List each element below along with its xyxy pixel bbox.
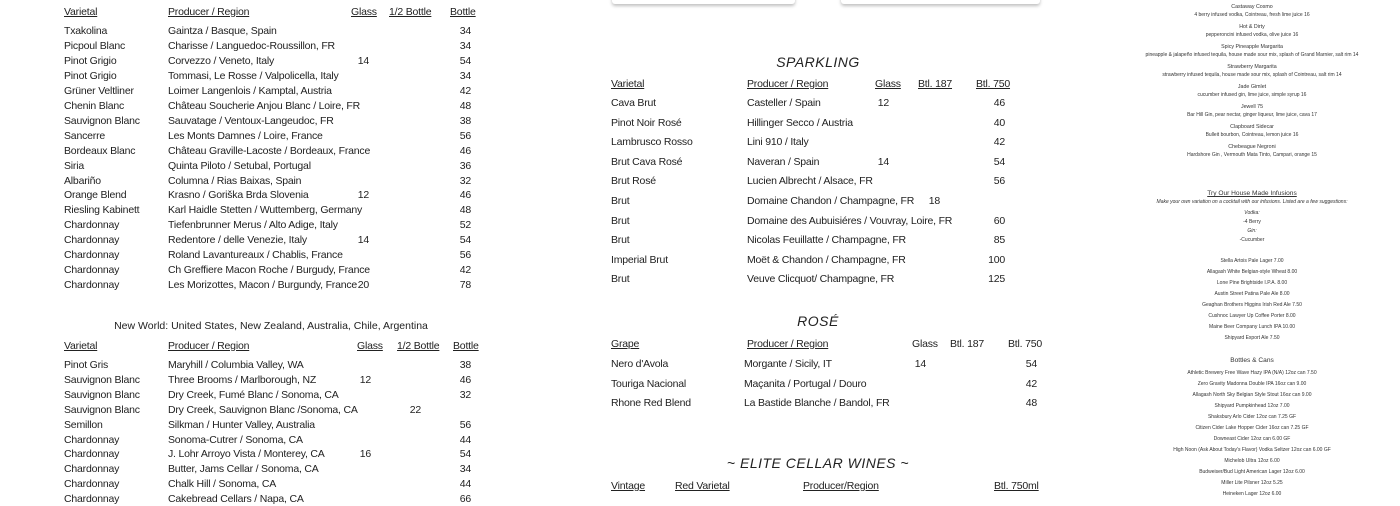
table-cell: Tommasi, Le Rosse / Valpolicella, Italy (168, 69, 339, 82)
column-header: Producer / Region (168, 340, 250, 352)
table-cell: Cakebread Cellars / Napa, CA (168, 493, 304, 506)
infusion-item: Gin: (1247, 228, 1257, 234)
table-cell: Chardonnay (64, 433, 120, 446)
table-cell: 34 (459, 463, 471, 476)
column-header: Btl. 187 (950, 338, 985, 350)
table-cell: Château Soucherie Anjou Blanc / Loire, FR (168, 99, 361, 112)
table-cell: Morgante / Sicily, IT (744, 358, 832, 370)
table-cell: Sauvatage / Ventoux-Langeudoc, FR (168, 114, 334, 127)
table-cell: 48 (459, 204, 471, 217)
bottle-beer-item: Downeast Cider 12oz can 6.00 GF (1213, 436, 1291, 442)
table-cell: 125 (988, 273, 1005, 286)
column-header: Bottle (453, 340, 479, 352)
table-cell: 38 (459, 114, 471, 127)
table-cell: Dry Creek, Fumé Blanc / Sonoma, CA (168, 388, 339, 401)
table-cell: Sauvignon Blanc (64, 114, 140, 127)
table-cell: Maryhill / Columbia Valley, WA (168, 359, 304, 371)
table-cell: Sauvignon Blanc (64, 388, 140, 401)
draft-beer-item: Shipyard Export Ale 7.50 (1224, 335, 1280, 341)
table-cell: Lucien Albrecht / Alsace, FR (747, 175, 873, 188)
column-header: Varietal (64, 6, 98, 18)
table-cell: Nicolas Feuillatte / Champagne, FR (747, 234, 906, 247)
draft-beer-item: Lone Pine Brightside I.P.A. 8.00 (1216, 280, 1288, 286)
table-cell: Butter, Jams Cellar / Sonoma, CA (168, 463, 319, 476)
infusions-subtitle: Make your own variation on a cocktail with our infusions. Listed are a few suggestions: (1156, 199, 1348, 205)
table-cell: Redentore / delle Venezie, Italy (168, 234, 307, 247)
section-title: ~ ELITE CELLAR WINES ~ (726, 455, 910, 471)
table-cell: Siria (64, 159, 85, 172)
column-header: Producer / Region (747, 338, 829, 350)
column-header: 1/2 Bottle (397, 340, 440, 352)
cocktail-description: Hardshore Gin , Vermouth Mata Tinto, Campari, orange 15 (1187, 152, 1317, 158)
table-cell: 48 (459, 99, 471, 112)
table-cell: 48 (1025, 397, 1037, 409)
table-cell: 12 (877, 97, 889, 109)
column-header: Producer / Region (747, 78, 829, 90)
column-header: Grape (611, 338, 640, 350)
table-cell: Casteller / Spain (747, 97, 821, 109)
table-cell: 44 (459, 433, 471, 446)
table-cell: 56 (459, 418, 471, 431)
cocktail-description: pepperoncini infused vodka, olive juice 16 (1205, 32, 1299, 38)
table-cell: Brut Cava Rosé (611, 155, 683, 168)
table-cell: 46 (459, 189, 471, 202)
cocktail-name: Jewell 75 (1240, 104, 1264, 110)
table-cell: 85 (993, 234, 1005, 247)
table-cell: 22 (409, 403, 421, 416)
column-header: Glass (357, 340, 383, 352)
section-heading: New World: United States, New Zealand, Australia, Chile, Argentina (114, 320, 428, 332)
table-cell: Sancerre (64, 129, 106, 142)
infusion-item: -Cucumber (1239, 237, 1265, 243)
table-cell: 46 (459, 373, 471, 386)
table-cell: 42 (459, 84, 471, 97)
table-cell: 36 (459, 159, 471, 172)
infusions-title: Try Our House Made Infusions (1207, 190, 1297, 197)
table-cell: Brut (611, 195, 630, 207)
cocktail-name: Spicy Pineapple Margarita (1221, 44, 1283, 50)
table-cell: Les Monts Damnes / Loire, France (168, 129, 323, 142)
table-cell: Sauvignon Blanc (64, 403, 140, 416)
bottle-beer-item: Zero Gravity Madonna Double IPA 16oz can 9.00 (1197, 381, 1307, 387)
draft-beer-item: Maine Beer Company Lunch IPA 10.00 (1208, 324, 1296, 330)
infusion-item: -4 Berry (1243, 219, 1261, 225)
table-cell: 16 (359, 448, 371, 461)
table-cell: 14 (357, 54, 369, 67)
cocktail-name: Hot & Dirty (1239, 24, 1265, 30)
table-cell: La Bastide Blanche / Bandol, FR (744, 397, 890, 409)
cocktail-description: strawberry infused tequila, house made sour mix, splash of Cointreau, salt rim 14 (1162, 72, 1342, 78)
bottle-beer-item: Shipyard Pumpkinhead 12oz 7.00 (1214, 403, 1290, 409)
table-cell: 46 (993, 97, 1005, 109)
table-cell: 54 (1025, 358, 1037, 370)
table-cell: 18 (928, 195, 940, 207)
table-cell: Chardonnay (64, 219, 120, 232)
column-header: Vintage (611, 480, 646, 492)
cocktail-name: Clapboard Sidecar (1230, 124, 1274, 130)
column-header: Producer / Region (168, 6, 250, 18)
table-cell: 52 (459, 219, 471, 232)
table-cell: Brut (611, 273, 630, 286)
table-cell: 56 (459, 249, 471, 262)
table-cell: Three Brooms / Marlborough, NZ (168, 373, 317, 386)
table-cell: 14 (877, 155, 889, 168)
column-header: Red Varietal (675, 480, 730, 492)
column-header: Varietal (611, 78, 645, 90)
table-cell: 56 (993, 175, 1005, 188)
table-cell: Tiefenbrunner Merus / Alto Adige, Italy (168, 219, 338, 232)
table-cell: Bordeaux Blanc (64, 144, 136, 157)
bottle-beer-item: Michelob Ultra 12oz 6.00 (1224, 458, 1280, 464)
table-cell: 38 (459, 359, 471, 371)
table-cell: 14 (914, 358, 926, 370)
table-cell: Chenin Blanc (64, 99, 125, 112)
table-cell: Gaintza / Basque, Spain (168, 25, 277, 37)
table-cell: Cava Brut (611, 97, 656, 109)
table-cell: Chalk Hill / Sonoma, CA (168, 478, 277, 491)
column-header: Btl. 187 (918, 78, 953, 90)
bottle-beer-item: Shaksbury Arlo Cider 12oz can 7.25 GF (1207, 414, 1297, 420)
table-cell: Silkman / Hunter Valley, Australia (168, 418, 315, 431)
table-cell: 54 (459, 54, 471, 67)
column-header: Bottle (450, 6, 476, 18)
table-cell: Ch Greffiere Macon Roche / Burgudy, France (168, 264, 370, 277)
table-cell: Chardonnay (64, 249, 120, 262)
table-cell: 78 (459, 279, 471, 292)
image-card-left (612, 0, 795, 4)
bottle-beer-item: Budweiser/Bud Light American Lager 12oz 6.00 (1199, 469, 1305, 475)
bottle-beer-item: Athletic Brewery Free Wave Hazy IPA (N/A) 12oz can 7.50 (1187, 370, 1317, 376)
bottle-beer-item: Miller Lite Pilsner 12oz 5.25 (1221, 480, 1283, 486)
cocktail-description: Bulleit bourbon, Cointreau, lemon juice 16 (1205, 132, 1299, 138)
section-title: SPARKLING (776, 54, 860, 70)
table-cell: 12 (357, 189, 369, 202)
table-cell: Château Graville-Lacoste / Bordeaux, France (168, 144, 371, 157)
table-cell: 34 (459, 39, 471, 52)
table-cell: Chardonnay (64, 478, 120, 491)
table-cell: Grüner Veltliner (64, 84, 134, 97)
table-cell: Sauvignon Blanc (64, 373, 140, 386)
table-cell: 14 (357, 234, 369, 247)
column-header: Btl. 750 (976, 78, 1011, 90)
table-cell: Brut (611, 234, 630, 247)
image-card-right (841, 0, 1040, 4)
table-cell: Albariño (64, 174, 101, 187)
table-cell: 56 (459, 129, 471, 142)
table-cell: 46 (459, 144, 471, 157)
cocktail-description: cucumber infused gin, lime juice, simple syrup 16 (1197, 92, 1307, 98)
infusion-item: Vodka: (1244, 210, 1260, 216)
table-cell: Domaine Chandon / Champagne, FR (747, 195, 915, 207)
table-cell: Chardonnay (64, 463, 120, 476)
table-cell: 42 (459, 264, 471, 277)
table-cell: Lambrusco Rosso (611, 136, 693, 149)
table-cell: Hillinger Secco / Austria (747, 116, 853, 129)
table-cell: Nero d'Avola (611, 358, 669, 370)
table-cell: Maçanita / Portugal / Douro (744, 377, 867, 390)
table-cell: Pinot Gris (64, 359, 109, 371)
column-header: Varietal (64, 340, 98, 352)
table-cell: Les Morizottes, Macon / Burgundy, France (168, 279, 358, 292)
table-cell: Loimer Langenlois / Kamptal, Austria (168, 84, 332, 97)
table-cell: Quinta Piloto / Setubal, Portugal (168, 159, 311, 172)
bottle-beer-item: High Noon (Ask About Today's Flavor) Vodka Seltzer 12oz can 6.00 GF (1173, 447, 1331, 453)
table-cell: 54 (459, 448, 471, 461)
table-cell: 60 (993, 214, 1005, 227)
cocktail-description: pineapple & jalapeño infused tequila, house made sour mix, splash of Grand Marnier, salt rim 14 (1145, 52, 1359, 58)
table-cell: Orange Blend (64, 189, 127, 202)
draft-beer-item: Austin Street Patina Pale Ale 8.00 (1214, 291, 1290, 297)
column-header: Glass (875, 78, 901, 90)
table-cell: Chardonnay (64, 448, 120, 461)
table-cell: 32 (459, 388, 471, 401)
table-cell: Moët & Chandon / Champagne, FR (747, 253, 906, 266)
table-cell: 32 (459, 174, 471, 187)
column-header: 1/2 Bottle (389, 6, 432, 18)
cocktail-name: Jade Gimlet (1237, 84, 1267, 90)
table-cell: Rhone Red Blend (611, 397, 691, 409)
table-cell: Karl Haidle Stetten / Wuttemberg, Germany (168, 204, 363, 217)
table-cell: Brut (611, 214, 630, 227)
table-cell: 44 (459, 478, 471, 491)
table-cell: Pinot Grigio (64, 69, 117, 82)
table-cell: Columna / Rias Baixas, Spain (168, 174, 302, 187)
table-cell: Charisse / Languedoc-Roussillon, FR (168, 39, 335, 52)
table-cell: Pinot Grigio (64, 54, 117, 67)
draft-beer-item: Geaghan Brothers Higgins Irish Red Ale 7.50 (1202, 302, 1302, 308)
column-header: Btl. 750 (1008, 338, 1043, 350)
table-cell: Chardonnay (64, 279, 120, 292)
table-cell: Pinot Noir Rosé (611, 116, 682, 129)
table-cell: Dry Creek, Sauvignon Blanc /Sonoma, CA (168, 403, 358, 416)
bottle-beer-item: Heineken Lager 12oz 6.00 (1222, 491, 1282, 497)
table-cell: Riesling Kabinett (64, 204, 140, 217)
table-cell: Veuve Clicquot/ Champagne, FR (747, 273, 895, 286)
table-cell: Naveran / Spain (747, 155, 820, 168)
cocktail-description: Bar Hill Gin, pear nectar, ginger liqueur, lime juice, cava 17 (1187, 112, 1317, 118)
column-header: Btl. 750ml (994, 480, 1039, 492)
table-cell: Semillon (64, 418, 103, 431)
column-header: Glass (351, 6, 377, 18)
bottle-beer-item: Allagash North Sky Belgian Style Stout 16oz can 9.00 (1192, 392, 1312, 398)
table-cell: Touriga Nacional (611, 377, 687, 390)
table-cell: 100 (988, 253, 1005, 266)
table-cell: Chardonnay (64, 264, 120, 277)
cocktail-description: 4 berry infused vodka, Cointreau, fresh lime juice 16 (1194, 12, 1310, 18)
column-header: Producer/Region (803, 480, 879, 492)
cocktail-name: Strawberry Margarita (1227, 64, 1277, 70)
draft-beer-item: Cushnoc Lawyer Up Coffee Porter 8.00 (1208, 313, 1296, 319)
column-header: Glass (912, 338, 938, 350)
bottles-title: Bottles & Cans (1230, 357, 1274, 364)
draft-beer-item: Allagash White Belgian-style Wheat 8.00 (1206, 269, 1298, 275)
table-cell: Domaine des Aubuisiéres / Vouvray, Loire, FR (747, 214, 953, 227)
table-cell: 54 (459, 234, 471, 247)
bottle-beer-item: Citizen Cider Lake Hopper Cider 16oz can 7.25 GF (1195, 425, 1309, 431)
table-cell: 40 (993, 116, 1005, 129)
table-cell: Picpoul Blanc (64, 39, 126, 52)
table-cell: Brut Rosé (611, 175, 656, 188)
table-cell: 34 (459, 69, 471, 82)
table-cell: Krasno / Goriška Brda Slovenia (168, 189, 309, 202)
cocktail-name: Castaway Cosmo (1231, 4, 1273, 10)
table-cell: 12 (359, 373, 371, 386)
table-cell: J. Lohr Arroyo Vista / Monterey, CA (168, 448, 325, 461)
table-cell: 42 (1025, 377, 1037, 390)
table-cell: 42 (993, 136, 1005, 149)
table-cell: Corvezzo / Veneto, Italy (168, 54, 275, 67)
table-cell: Chardonnay (64, 234, 120, 247)
table-cell: 54 (993, 155, 1005, 168)
section-title: ROSÉ (797, 313, 839, 329)
table-cell: Chardonnay (64, 493, 120, 506)
table-cell: Lini 910 / Italy (747, 136, 809, 149)
cocktail-name: Chebeague Negroni (1228, 144, 1276, 150)
table-cell: Imperial Brut (611, 253, 668, 266)
table-cell: Roland Lavantureaux / Chablis, France (168, 249, 343, 262)
table-cell: 66 (459, 493, 471, 506)
draft-beer-item: Stella Artois Pale Lager 7.00 (1220, 258, 1284, 264)
table-cell: 34 (459, 25, 471, 37)
table-cell: Txakolina (64, 25, 108, 37)
table-cell: Sonoma-Cutrer / Sonoma, CA (168, 433, 303, 446)
table-cell: 20 (357, 279, 369, 292)
